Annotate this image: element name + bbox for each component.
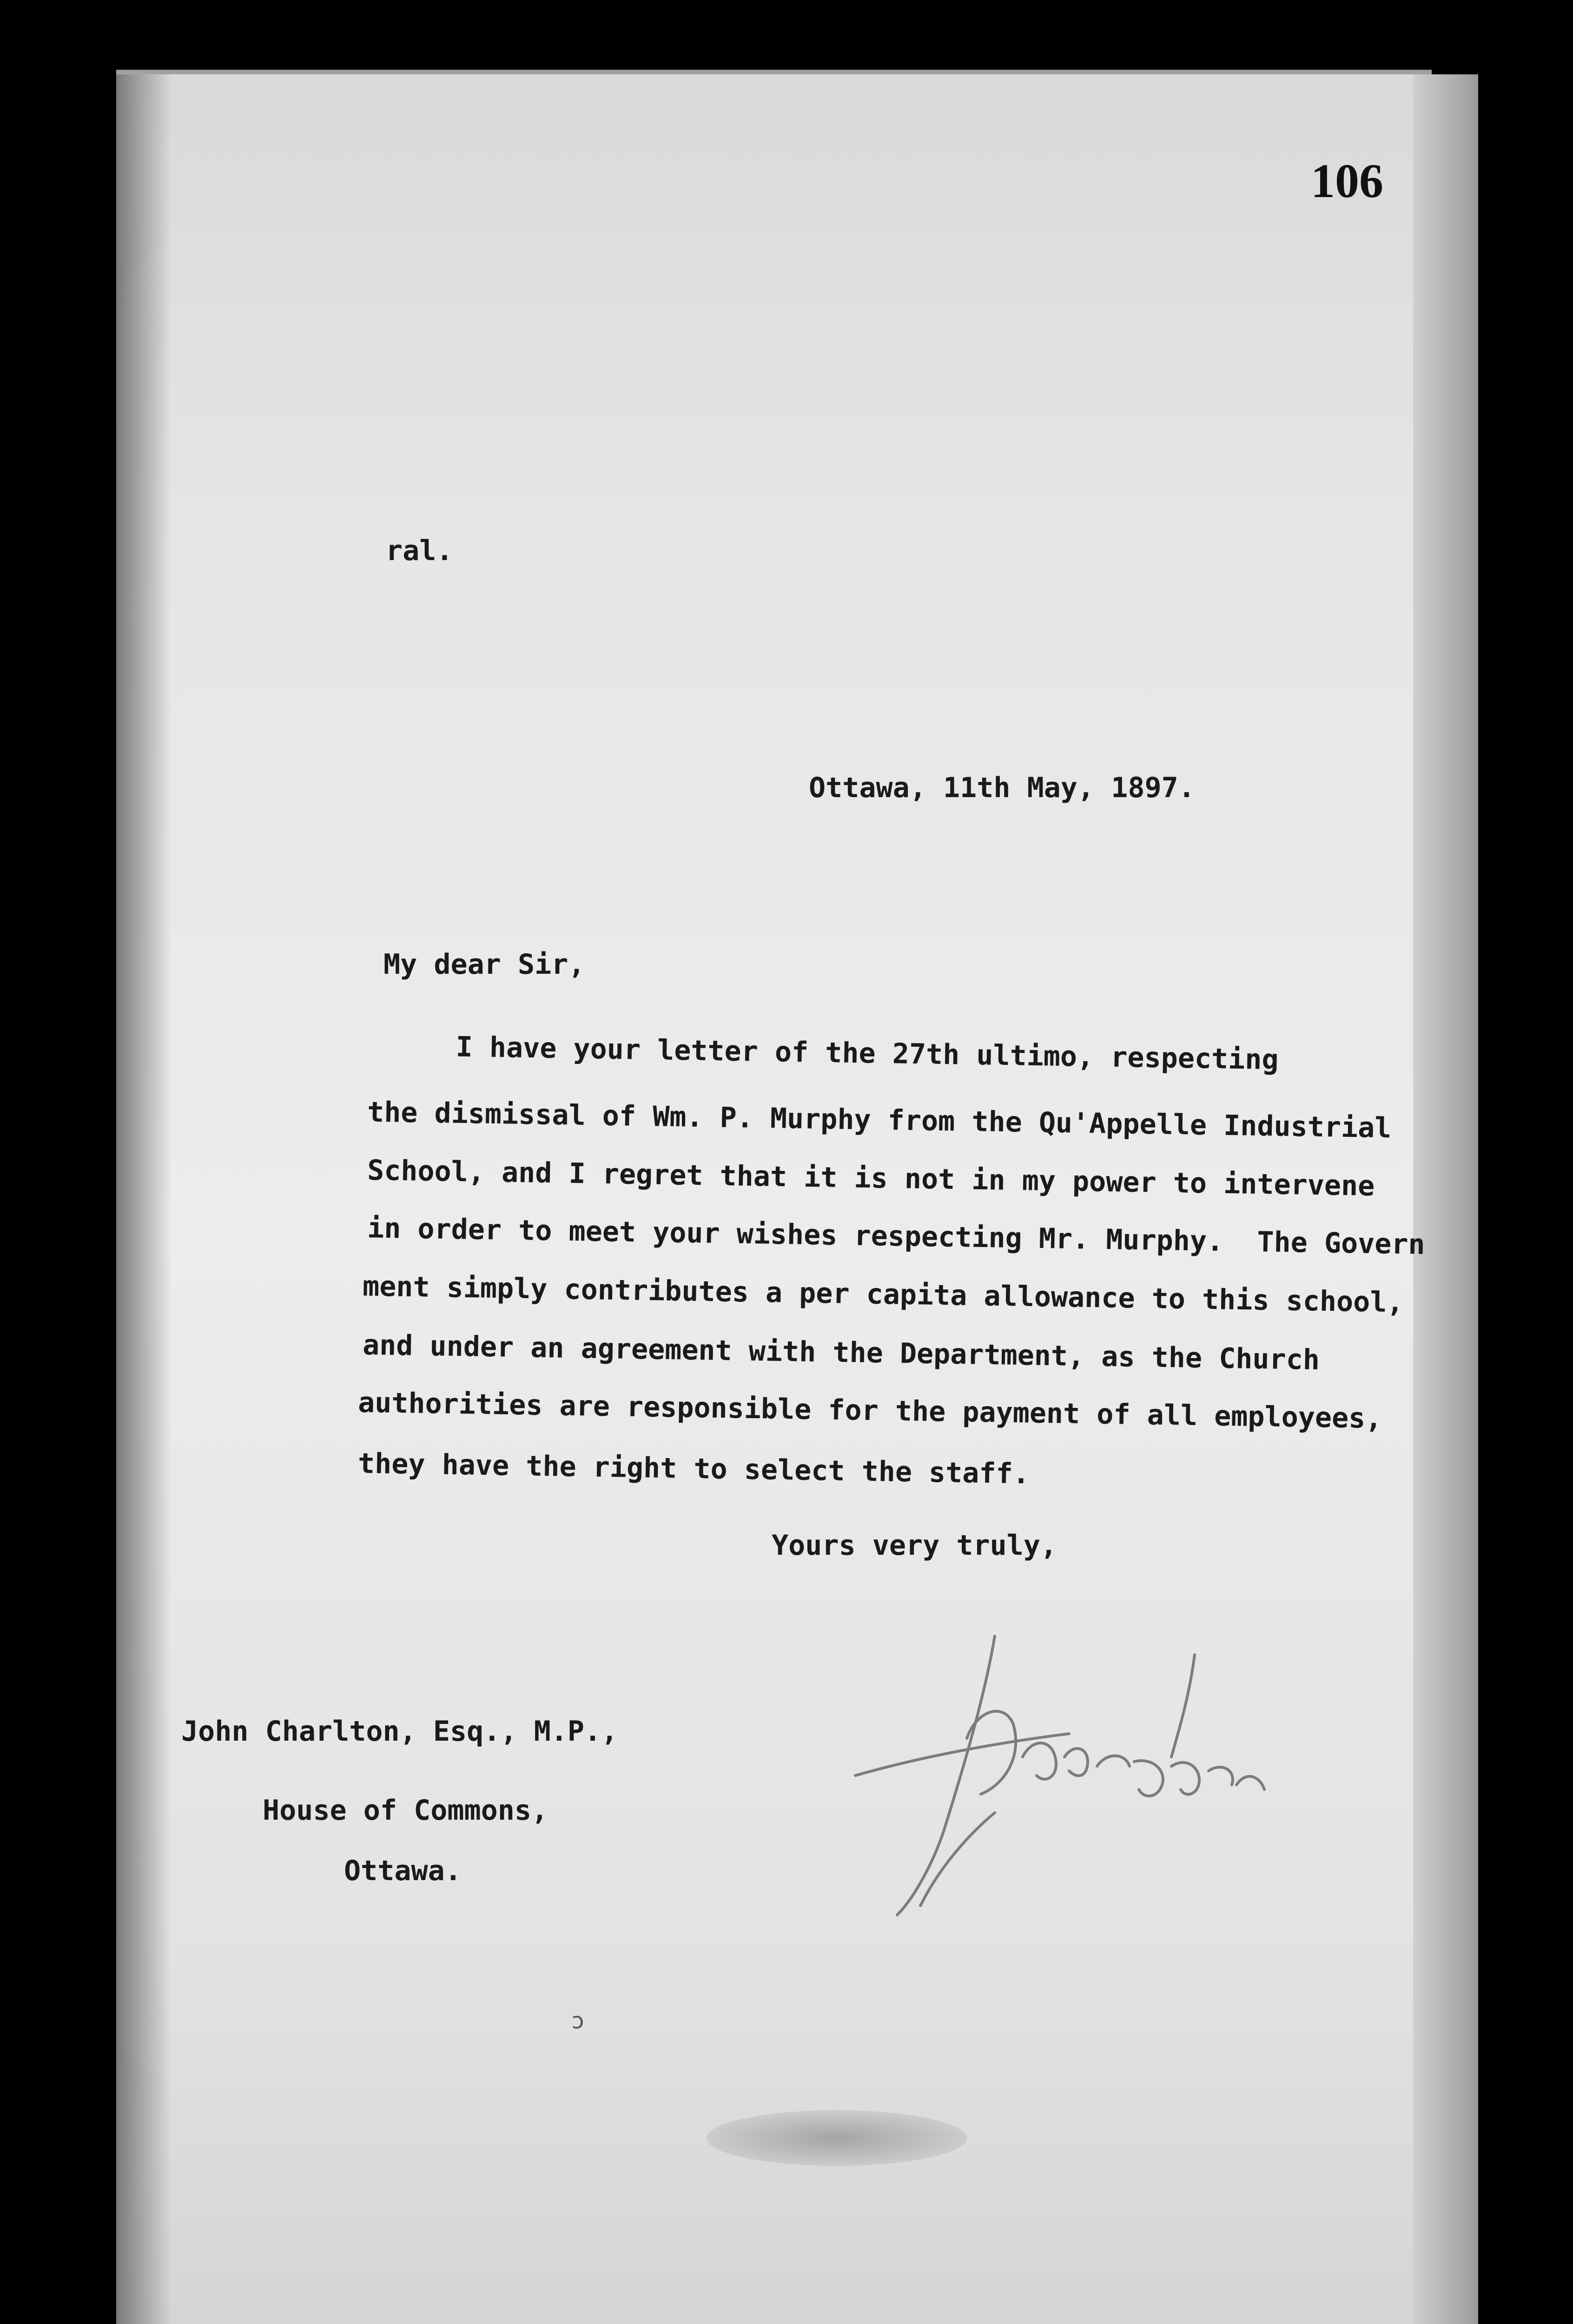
body-line: authorities are responsible for the payment of all employees, [357, 1386, 1382, 1435]
underlying-sheet-edge [1413, 74, 1478, 2324]
salutation: My dear Sir, [383, 948, 585, 981]
body-line: I have your letter of the 27th ultimo, respecting [371, 1029, 1279, 1076]
body-line: the dismissal of Wm. P. Murphy from the Qu'Appelle Industrial [367, 1096, 1392, 1145]
pen-tick-mark: ↄ [572, 2008, 584, 2034]
file-reference: ral. [386, 535, 453, 567]
date-line: Ottawa, 11th May, 1897. [809, 772, 1195, 804]
body-line: ment simply contributes a per capita allowance to this school, [362, 1270, 1404, 1319]
page-number: 106 [1311, 154, 1383, 208]
body-line: they have the right to select the staff. [357, 1447, 1030, 1491]
body-line: in order to meet your wishes respecting Mr. Murphy. The Govern [367, 1212, 1426, 1261]
body-line: School, and I regret that it is not in my power to intervene [367, 1154, 1375, 1203]
body-line: and under an agreement with the Department, as the Church [362, 1328, 1320, 1377]
smudge-mark [707, 2110, 967, 2166]
addressee-line3: Ottawa. [344, 1855, 462, 1887]
addressee-name: John Charlton, Esq., M.P., [181, 1715, 618, 1748]
sheet-left-shadow [116, 74, 172, 2324]
closing: Yours very truly, [772, 1529, 1057, 1562]
addressee-line2: House of Commons, [263, 1794, 549, 1827]
signature [827, 1618, 1292, 1943]
